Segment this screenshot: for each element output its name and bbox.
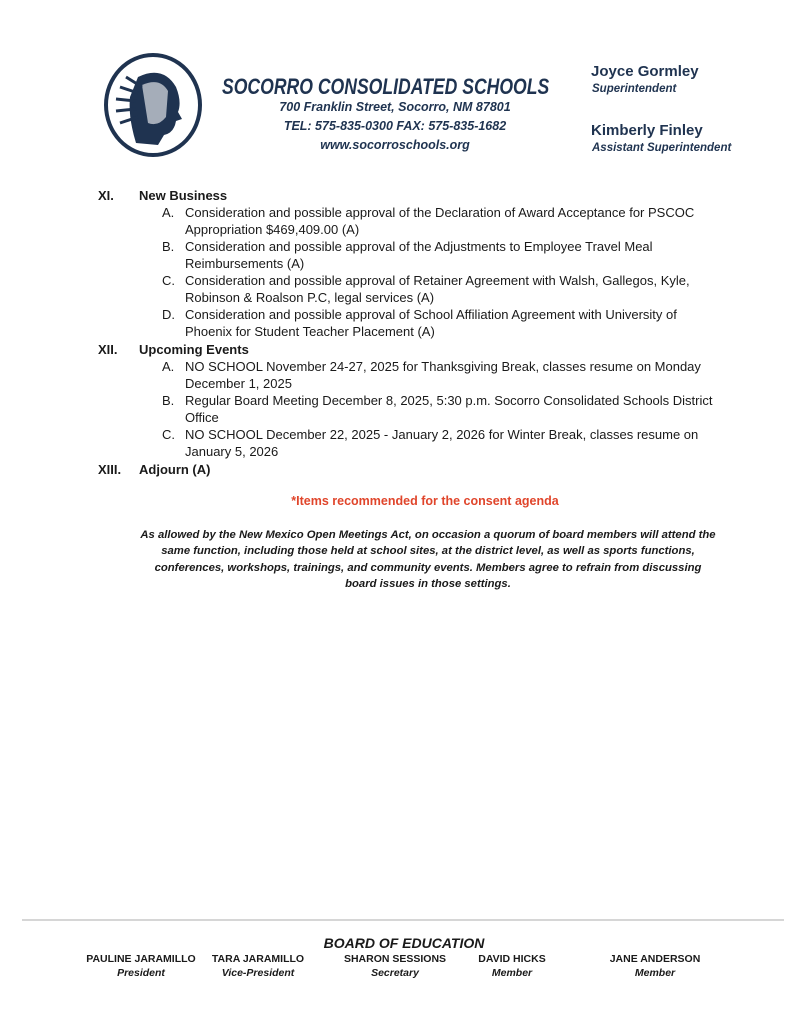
section-number: XI. <box>98 188 114 203</box>
member-role: Secretary <box>371 967 419 979</box>
item-text: Regular Board Meeting December 8, 2025, 5:30 p.m. Socorro Consolidated Schools District Office <box>185 393 713 425</box>
item-letter: C. <box>162 273 175 288</box>
item-text: NO SCHOOL November 24-27, 2025 for Thanksgiving Break, classes resume on Monday December 1, 2025 <box>185 359 701 391</box>
agenda-item <box>162 426 722 460</box>
item-text: NO SCHOOL December 22, 2025 - January 2, 2026 for Winter Break, classes resume on January 5, 2026 <box>185 427 699 459</box>
section-number: XII. <box>98 342 118 357</box>
school-website: www.socorroschools.org <box>320 138 470 152</box>
assistant-superintendent-title: Assistant Superintendent <box>592 142 732 154</box>
school-name: SOCORRO CONSOLIDATED SCHOOLS <box>222 74 550 99</box>
agenda-list <box>0 186 791 478</box>
member-name: SHARON SESSIONS <box>343 953 447 965</box>
item-letter: D. <box>162 307 175 322</box>
school-logo-icon <box>104 53 202 157</box>
agenda-item <box>162 306 722 340</box>
agenda-item <box>162 238 722 272</box>
member-name: PAULINE JARAMILLO <box>86 953 196 965</box>
section-heading: Upcoming Events <box>139 342 249 357</box>
agenda-item <box>162 272 722 306</box>
item-letter: B. <box>162 239 175 254</box>
section-number: XIII. <box>98 462 122 477</box>
section-adjourn <box>0 461 791 478</box>
consent-agenda-note: *Items recommended for the consent agenda <box>291 494 559 508</box>
superintendent-title: Superintendent <box>592 83 677 95</box>
member-name: DAVID HICKS <box>478 953 546 965</box>
member-role: Member <box>634 967 676 979</box>
item-letter: A. <box>162 359 175 374</box>
assistant-superintendent-name: Kimberly Finley <box>591 122 703 139</box>
school-address: 700 Franklin Street, Socorro, NM 87801 <box>279 100 511 114</box>
member-role: President <box>117 967 165 979</box>
member-name: TARA JARAMILLO <box>211 953 305 965</box>
member-role: Vice-President <box>221 967 295 979</box>
item-letter: B. <box>162 393 175 408</box>
item-text: Consideration and possible approval of School Affiliation Agreement with University of Phoenix for Student Teacher Placement (A) <box>185 307 677 339</box>
school-phone-fax: TEL: 575-835-0300 FAX: 575-835-1682 <box>283 119 507 133</box>
footer-divider <box>22 919 784 921</box>
board-member <box>437 953 587 979</box>
section-upcoming-events <box>0 341 791 358</box>
board-member <box>183 953 333 979</box>
agenda-item <box>162 204 722 238</box>
agenda-item <box>162 358 722 392</box>
section-heading: New Business <box>139 188 228 203</box>
item-text: Consideration and possible approval of the Declaration of Award Acceptance for PSCOC Appropriation $469,409.00 (A) <box>185 205 695 237</box>
board-member <box>580 953 730 979</box>
item-letter: A. <box>162 205 175 220</box>
item-letter: C. <box>162 427 175 442</box>
item-text: Consideration and possible approval of Retainer Agreement with Walsh, Gallegos, Kyle, Robinson & Roalson P.C, legal services (A) <box>185 273 690 305</box>
member-role: Member <box>491 967 533 979</box>
member-name: JANE ANDERSON <box>609 953 701 965</box>
board-title: BOARD OF EDUCATION <box>323 935 485 951</box>
superintendent-name: Joyce Gormley <box>591 63 699 80</box>
open-meetings-notice: As allowed by the New Mexico Open Meetings Act, on occasion a quorum of board members will attend the same function, including those held at school sites, at the district level, as well as sports functions, conferences, workshops, trainings, and community events. Members agree to refrain from discussing board issues in those settings. <box>140 529 716 590</box>
section-new-business <box>0 187 791 204</box>
section-heading: Adjourn (A) <box>139 462 211 477</box>
item-text: Consideration and possible approval of the Adjustments to Employee Travel Meal Reimbursements (A) <box>185 239 653 271</box>
agenda-item <box>162 392 722 426</box>
